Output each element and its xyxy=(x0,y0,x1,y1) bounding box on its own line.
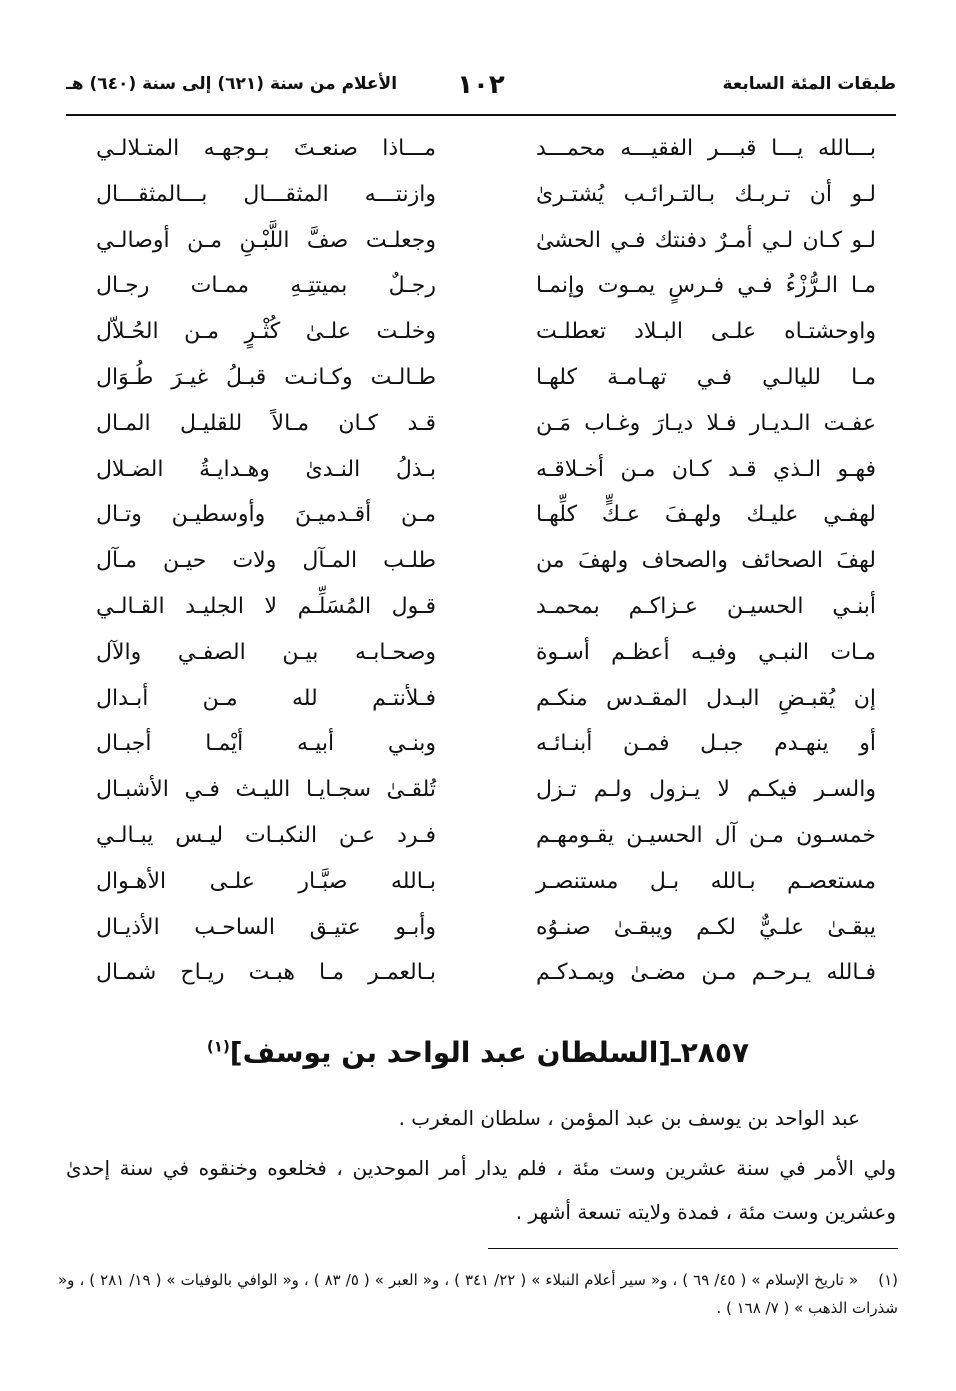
verse-first-hemistich: خمسـون مـن آل الحسيـن يقـومهـم xyxy=(536,823,876,848)
verse-first-hemistich: أبنـي الحسيـن عـزاكـم بمحمـد xyxy=(536,594,876,619)
verse-line xyxy=(96,218,876,264)
footnote xyxy=(58,1266,898,1322)
verse-second-hemistich: فـلأنتـم لله مـن أبـدال xyxy=(96,685,436,711)
header-divider xyxy=(66,114,896,116)
verse-first-hemistich: لهفـي عليـك ولهـفَ عـكٍّ كلِّهـا xyxy=(536,502,876,528)
verse-second-hemistich: وازنتـــه المثقـــال بـــالمثقـــال xyxy=(96,181,436,207)
footnote-text: « تاريخ الإسلام » ( ٤٥/ ٦٩ ) ، و« سير أعلام النبلاء » ( ٢٢/ ٣٤١ ) ، و« العبر » ( ٥/ ٨٣ ) ، و« الوافي بالوفيات » ( ١٩/ ٢٨١ ) ، و« شذرات الذهب » ( ٧/ ١٦٨ ) . xyxy=(58,1271,898,1317)
verse-line xyxy=(96,813,876,859)
verse-second-hemistich: بـذلُ النـدىٰ وهـدايـةُ الضـلال xyxy=(96,456,436,482)
verse-first-hemistich: لهفَ الصحائف والصحاف ولهفَ من xyxy=(536,548,876,574)
verse-line xyxy=(96,905,876,951)
verse-first-hemistich: مـا لليالـي فـي تهـامـة كلهـا xyxy=(536,365,876,390)
verse-line xyxy=(96,721,876,767)
verse-first-hemistich: إن يُقبـضِ البـدل المقـدس منكـم xyxy=(536,685,876,711)
page-number: ١٠٢ xyxy=(457,70,505,100)
verse-first-hemistich: يبقـىٰ علـيٌّ لكـم ويبقـىٰ صنـوُه xyxy=(536,914,876,940)
verse-second-hemistich: فـرد عـن النكبـات ليـس يبـالـي xyxy=(96,823,436,848)
verse-line xyxy=(96,676,876,722)
entry-heading xyxy=(0,1036,956,1069)
verse-line xyxy=(96,309,876,355)
poem xyxy=(96,126,876,996)
verse-line xyxy=(96,630,876,676)
verse-line xyxy=(96,859,876,905)
entry-number: ٢٨٥٧ـ xyxy=(671,1036,750,1069)
chapter-header: طبقات المئة السابعة xyxy=(722,74,896,94)
verse-line xyxy=(96,767,876,813)
verse-second-hemistich: طـالـت وكـانـت قبـلُ غيـرَ طُـوَال xyxy=(96,365,436,390)
verse-line xyxy=(96,126,876,172)
verse-second-hemistich: وخلـت علـىٰ كُثْـرٍ مـن الحُـلاّل xyxy=(96,319,436,345)
verse-line xyxy=(96,355,876,401)
verse-first-hemistich: عفـت الـديـار فـلا ديـارَ وغـاب مَـن xyxy=(536,410,876,436)
verse-line xyxy=(96,950,876,996)
verse-second-hemistich: قـد كـان مـالاً للقليـل المـال xyxy=(96,410,436,436)
paragraph-intro: عبد الواحد بن يوسف بن عبد المؤمن ، سلطان المغرب . xyxy=(398,1106,860,1130)
verse-first-hemistich: فهـو الـذي قـد كـان مـن أخـلاقـه xyxy=(536,456,876,482)
verse-first-hemistich: لـو أن تـربـك بـالتـرائـب يُشتـرىٰ xyxy=(536,181,876,207)
verse-second-hemistich: طلـب المـآل ولات حيـن مـآل xyxy=(96,548,436,574)
verse-line xyxy=(96,447,876,493)
verse-line xyxy=(96,263,876,309)
verse-first-hemistich: بـــالله يـــا قبـــر الفقيـــه محمـــد xyxy=(536,136,876,161)
verse-first-hemistich: لـو كـان لـي أمـرٌ دفنتك فـي الحشىٰ xyxy=(536,227,876,253)
verse-first-hemistich: والسـر فيكـم لا يـزول ولـم تـزل xyxy=(536,777,876,803)
verse-second-hemistich: رجـلٌ بميتتِـهِ ممـات رجـال xyxy=(96,273,436,299)
verse-second-hemistich: مـن أقـدميـنَ وأوسطيـن وتـال xyxy=(96,502,436,528)
verse-second-hemistich: بـالله صبَّـار علـى الأهـوال xyxy=(96,868,436,894)
verse-first-hemistich: مـات النبـي وفيـه أعظـم أسـوة xyxy=(536,639,876,665)
footnote-reference[interactable]: (١) xyxy=(206,1037,230,1056)
verse-first-hemistich: مستعصـم بـالله بـل مستنصـر xyxy=(536,868,876,894)
paragraph-reign: ولي الأمر في سنة عشرين وست مئة ، فلم يدار أمر الموحدين ، فخلعوه وخنقوه في سنة إحدىٰ وعشرين وست مئة ، فمدة ولايته تسعة أشهر . xyxy=(66,1156,896,1224)
running-head xyxy=(66,70,896,104)
verse-second-hemistich: تُلقـىٰ سجـايـا الليـث فـي الأشبـال xyxy=(96,777,436,803)
verse-first-hemistich: أو ينهـدم جبـل فمـن أبنـائـه xyxy=(536,731,876,757)
verse-first-hemistich: واوحشتـاه علـى البـلاد تعطلـت xyxy=(536,319,876,345)
verse-line xyxy=(96,401,876,447)
verse-line xyxy=(96,172,876,218)
section-header: الأعلام من سنة (٦٢١) إلى سنة (٦٤٠) هـ xyxy=(66,74,398,94)
verse-first-hemistich: مـا الـرُّزْءُ فـي فـرسٍ يمـوت وإنمـا xyxy=(536,273,876,299)
verse-second-hemistich: بـالعمـر مـا هبـت ريـاح شمـال xyxy=(96,960,436,986)
footnote-marker: (١) xyxy=(878,1271,898,1289)
verse-second-hemistich: وبنـي أبيـه أيْمـا أجبـال xyxy=(96,731,436,757)
verse-first-hemistich: فـالله يـرحـم مـن مضـىٰ ويمـدكـم xyxy=(536,960,876,986)
verse-line xyxy=(96,584,876,630)
verse-line xyxy=(96,492,876,538)
entry-title: [السلطان عبد الواحد بن يوسف] xyxy=(229,1036,672,1069)
verse-second-hemistich: مـــاذا صنعـتَ بـوجهـه المتـلالـي xyxy=(96,136,436,161)
verse-second-hemistich: وصحـابـه بيـن الصفـي والآل xyxy=(96,639,436,665)
verse-second-hemistich: وجعلـت صفَّ اللَّبْـنِ مـن أوصالـي xyxy=(96,227,436,253)
footnote-divider xyxy=(488,1248,898,1249)
verse-line xyxy=(96,538,876,584)
verse-second-hemistich: قـول المُسَلِّـم لا الجليـد القـالـي xyxy=(96,594,436,619)
verse-second-hemistich: وأبـو عتيـق الساحـب الأذيـال xyxy=(96,914,436,940)
